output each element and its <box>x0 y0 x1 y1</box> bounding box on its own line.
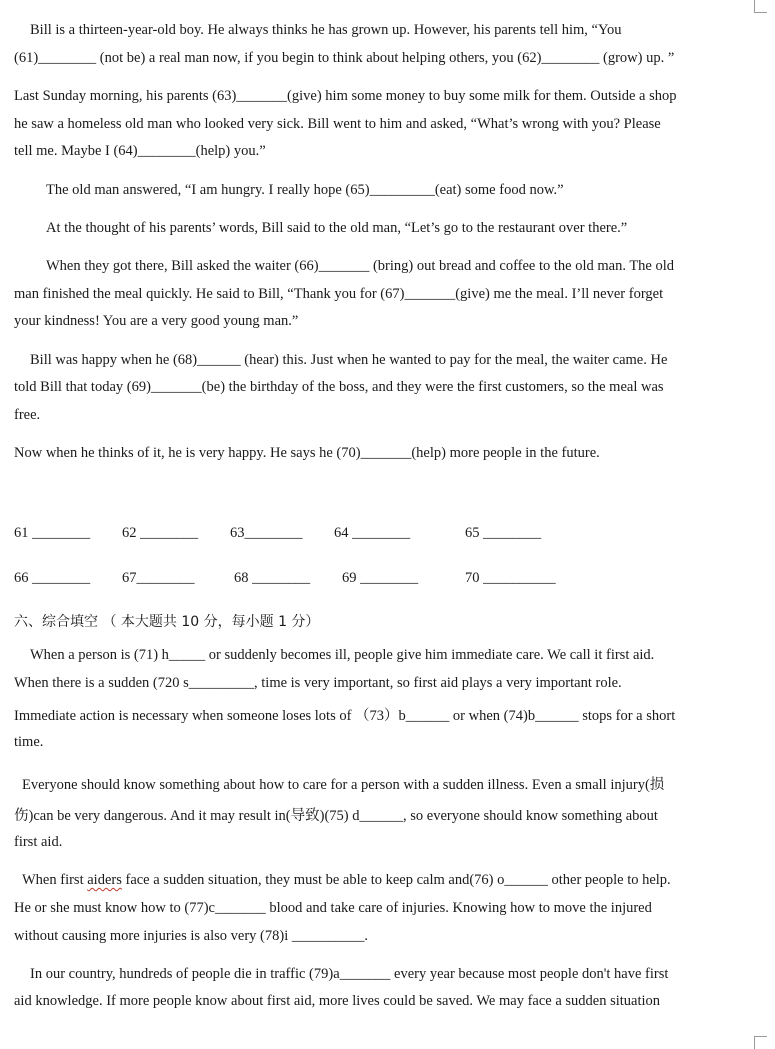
passage2-text: When first <box>22 872 88 888</box>
passage1-line: he saw a homeless old man who looked very sick. Bill went to him and asked, “What’s wrong with you? Please <box>14 116 661 132</box>
answer-blank: 66 ________ <box>14 570 91 586</box>
passage1-line: When they got there, Bill asked the waiter (66)_______ (bring) out bread and coffee to the old man. The old <box>46 258 675 274</box>
answer-blank: 63________ <box>230 525 303 541</box>
answer-blank: 61 ________ <box>14 525 91 541</box>
passage2-text: face a sudden situation, they must be able to keep calm and(76) o______ other people to help. <box>121 872 671 888</box>
passage2-line: without causing more injuries is also very (78)i __________. <box>14 928 368 944</box>
answer-blank: 65 ________ <box>465 525 542 541</box>
section-heading: 六、综合填空 （ 本大题共 10 分，每小题 1 分） <box>14 614 320 630</box>
passage1-line: At the thought of his parents’ words, Bill said to the old man, “Let’s go to the restaurant over there.” <box>46 220 628 236</box>
passage1-line: (61)________ (not be) a real man now, if you begin to think about helping others, you (62)________ (grow) up. ” <box>14 50 675 66</box>
answer-blank: 69 ________ <box>342 570 419 586</box>
passage2-line: aid knowledge. If more people know about first aid, more lives could be saved. We may face a sudden situation <box>14 993 661 1009</box>
passage1-line: Bill was happy when he (68)______ (hear) this. Just when he wanted to pay for the meal, the waiter came. He <box>30 352 668 368</box>
passage1-line: Bill is a thirteen-year-old boy. He always thinks he has grown up. However, his parents tell him, “You <box>30 22 622 38</box>
passage1-line: tell me. Maybe I (64)________(help) you.” <box>14 143 266 159</box>
passage2-line: Immediate action is necessary when someone loses lots of （73）b______ or when (74)b______ stops for a short <box>14 708 676 724</box>
passage1-line: your kindness! You are a very good young man.” <box>14 313 299 329</box>
passage2-line: first aid. <box>14 834 63 850</box>
passage2-line <box>22 872 762 889</box>
passage2-line: time. <box>14 734 44 750</box>
page-corner-mark-top <box>754 0 767 13</box>
passage1-line: man finished the meal quickly. He said to Bill, “Thank you for (67)_______(give) me the meal. I’ll never forget <box>14 286 664 302</box>
passage1-line: Now when he thinks of it, he is very happy. He says he (70)_______(help) more people in the future. <box>14 445 600 461</box>
passage1-line: Last Sunday morning, his parents (63)_______(give) him some money to buy some milk for them. Outside a shop <box>14 88 677 104</box>
answer-blank: 68 ________ <box>234 570 311 586</box>
answer-blank: 64 ________ <box>334 525 411 541</box>
passage2-line: Everyone should know something about how to care for a person with a sudden illness. Even a small injury(损 <box>22 777 665 793</box>
passage1-line: told Bill that today (69)_______(be) the birthday of the boss, and they were the first customers, so the meal was <box>14 379 664 395</box>
spellcheck-flagged-word: aiders <box>87 872 122 888</box>
passage1-line: The old man answered, “I am hungry. I really hope (65)_________(eat) some food now.” <box>46 182 564 198</box>
passage2-line: He or she must know how to (77)c_______ blood and take care of injuries. Knowing how to move the injured <box>14 900 652 916</box>
passage2-line: In our country, hundreds of people die in traffic (79)a_______ every year because most people don't have first <box>30 966 669 982</box>
passage2-line: 伤)can be very dangerous. And it may result in(导致)(75) d______, so everyone should know something about <box>14 808 658 824</box>
answer-blank: 70 __________ <box>465 570 556 586</box>
answer-blank: 67________ <box>122 570 195 586</box>
page-corner-mark-bottom <box>754 1036 767 1049</box>
passage1-line: free. <box>14 407 41 423</box>
passage2-line: When a person is (71) h_____ or suddenly becomes ill, people give him immediate care. We call it first aid. <box>30 647 655 663</box>
passage2-line: When there is a sudden (720 s_________, time is very important, so first aid plays a very important role. <box>14 675 622 691</box>
answer-blank: 62 ________ <box>122 525 199 541</box>
